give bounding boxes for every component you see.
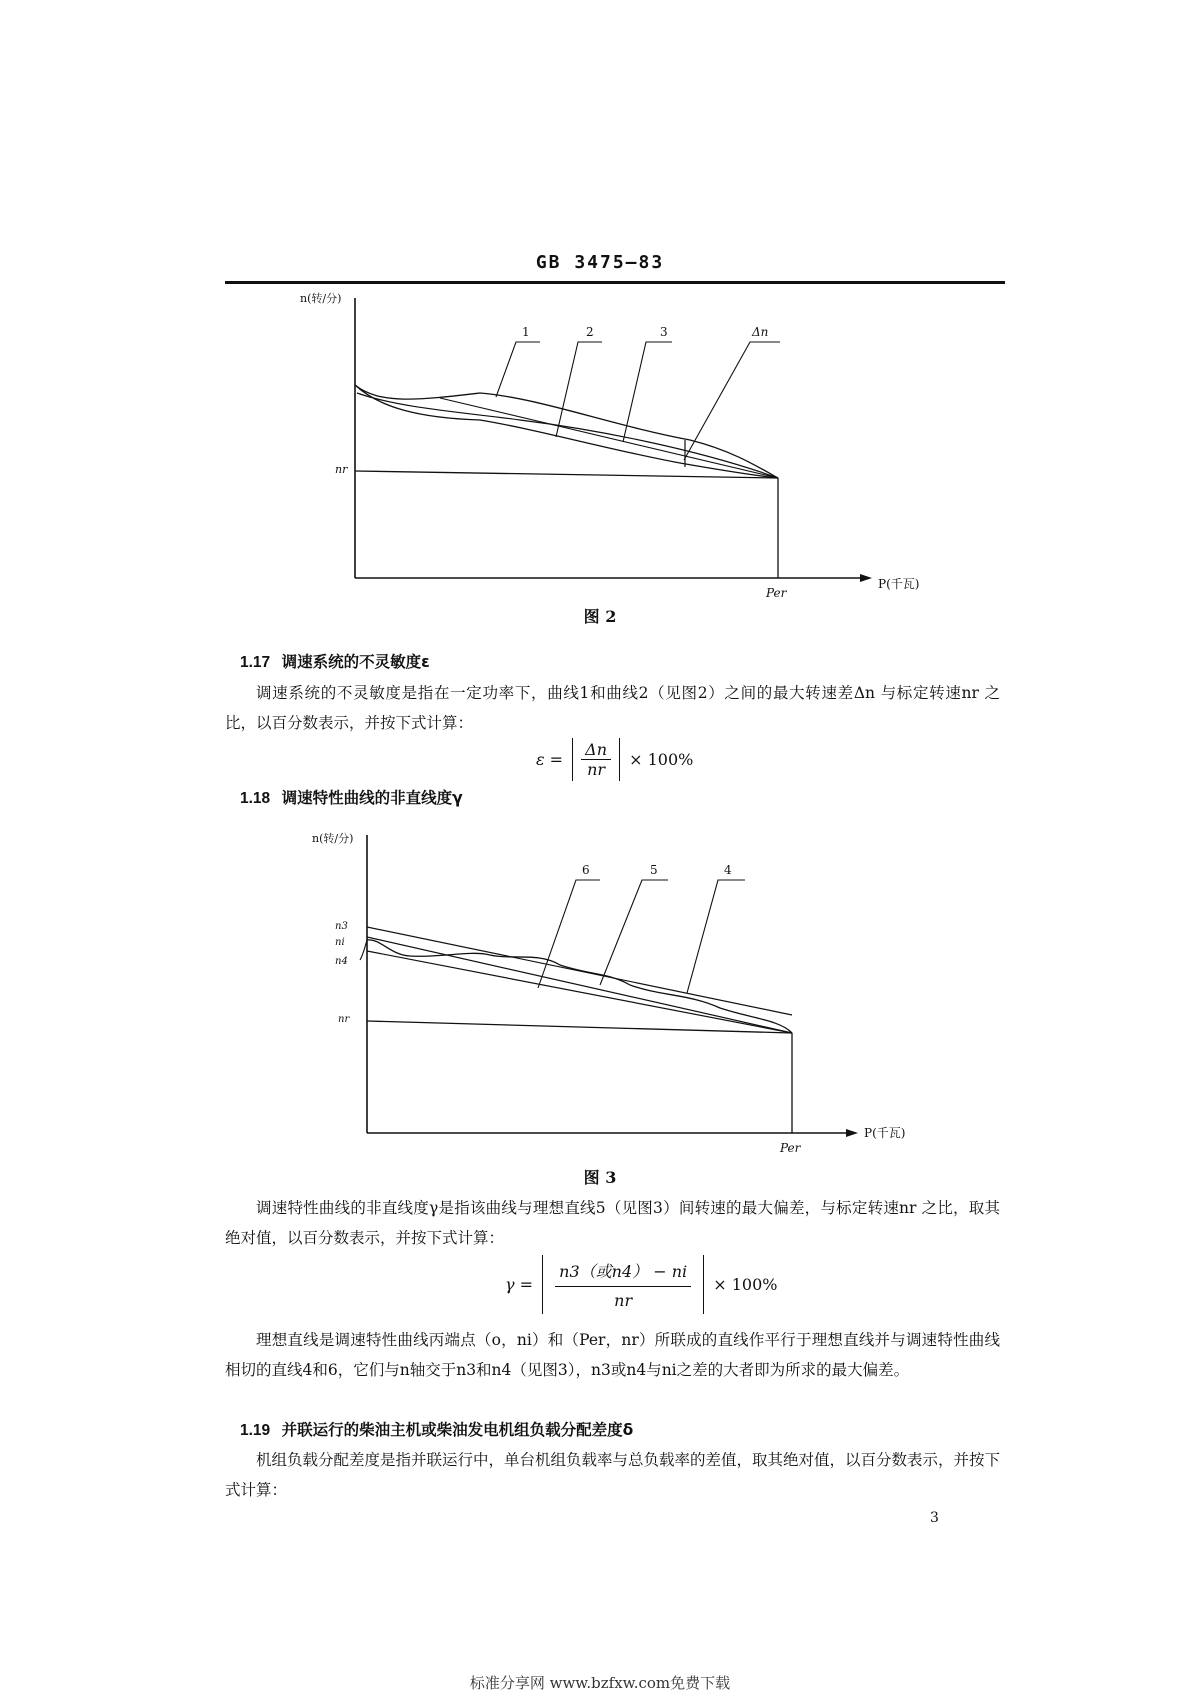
epsilon-formula [536, 738, 693, 781]
figure-2-diagram [0, 0, 1200, 640]
fig2-callout-2-leader [556, 342, 602, 437]
fig2-per-label: Per [766, 586, 787, 600]
fig3-line-6 [367, 951, 792, 1033]
section-title: 调速特性曲线的非直线度γ [281, 789, 463, 807]
fig3-nr-line [367, 1021, 792, 1033]
formula-numerator: n3（或n4） − ni [555, 1259, 691, 1287]
fig2-nr-line [355, 471, 778, 478]
formula-denominator: nr [614, 1291, 633, 1310]
section-1-19-paragraph: 机组负载分配差度是指并联运行中，单台机组负载率与总负载率的差值，取其绝对值，以百分数表示，并按下式计算： [225, 1451, 1001, 1499]
formula-numerator: Δn [581, 740, 611, 760]
fig3-y-axis-label: n(转/分) [312, 832, 354, 845]
fig3-x-arrow [846, 1129, 858, 1137]
formula-rhs: × 100% [629, 750, 694, 769]
formula-lhs: γ = [505, 1275, 534, 1294]
section-title: 调速系统的不灵敏度ε [281, 653, 430, 671]
fig3-line-5 [367, 937, 792, 1033]
fig2-callout-delta-n: Δn [752, 325, 769, 339]
fig3-line-4 [367, 927, 792, 1015]
fig3-x-axis-label: P(千瓦) [864, 1126, 906, 1140]
fig3-nr-label: nr [338, 1014, 350, 1025]
document-header-title: GB 3475—83 [535, 252, 665, 273]
figure-2-caption: 图 2 [583, 607, 617, 626]
section-number: 1.19 [240, 1422, 271, 1439]
section-1-18-paragraph-b: 理想直线是调速特性曲线丙端点（o，ni）和（Per，nr）所联成的直线作平行于理想直线并与调速特性曲线相切的直线4和6，它们与n轴交于n3和n4（见图3），n3或n4与ni之差的大者即为所求的最大偏差。 [225, 1331, 1000, 1379]
fig3-per-label: Per [780, 1141, 801, 1155]
section-number: 1.17 [240, 654, 271, 671]
fig3-callout-5-leader [600, 880, 668, 985]
section-1-17-heading [240, 650, 430, 672]
fig2-ideal-line [440, 398, 778, 478]
fig2-nr-label: nr [335, 463, 348, 476]
figure-3-caption: 图 3 [583, 1168, 617, 1187]
section-1-17-paragraph: 调速系统的不灵敏度是指在一定功率下，曲线1和曲线2（见图2）之间的最大转速差Δn 与标定转速nr 之比，以百分数表示，并按下式计算： [225, 684, 1000, 732]
fig3-n4-label: n4 [335, 956, 348, 967]
fig3-curve-start-hook [360, 940, 367, 960]
formula-lhs: ε = [536, 750, 564, 769]
fig3-n3-label: n3 [335, 921, 348, 932]
fig2-callout-2: 2 [586, 325, 594, 339]
fig2-x-arrow [860, 574, 872, 582]
section-number: 1.18 [240, 790, 271, 807]
fig2-callout-1: 1 [522, 325, 530, 339]
formula-abs-fraction [542, 1255, 704, 1314]
fig2-callout-3: 3 [660, 325, 668, 339]
formula-rhs: × 100% [713, 1275, 778, 1294]
figure-3-diagram [0, 800, 1200, 1160]
fig3-callout-4-leader [687, 880, 745, 993]
fig2-y-axis-label: n(转/分) [300, 292, 342, 305]
section-title: 并联运行的柴油主机或柴油发电机组负载分配差度δ [281, 1421, 634, 1439]
fig3-callout-4: 4 [724, 863, 732, 877]
fig3-callout-6-leader [538, 880, 600, 988]
page-number: 3 [930, 1510, 939, 1526]
fig2-callout-1-leader [496, 342, 540, 397]
fig2-curve-1 [355, 385, 778, 478]
gamma-formula [505, 1255, 777, 1314]
site-footer-watermark: 标准分享网 www.bzfxw.com免费下载 [469, 1674, 731, 1692]
formula-abs-fraction [572, 738, 620, 781]
section-1-18-paragraph-a: 调速特性曲线的非直线度γ是指该曲线与理想直线5（见图3）间转速的最大偏差，与标定转速nr 之比，取其绝对值，以百分数表示，并按下式计算： [225, 1199, 1000, 1247]
formula-denominator: nr [587, 760, 606, 779]
fig3-ni-label: ni [335, 937, 345, 948]
section-1-19-heading [240, 1418, 633, 1440]
fig3-callout-6: 6 [582, 863, 590, 877]
fig3-callout-5: 5 [650, 863, 658, 877]
fig2-x-axis-label: P(千瓦) [878, 577, 920, 591]
